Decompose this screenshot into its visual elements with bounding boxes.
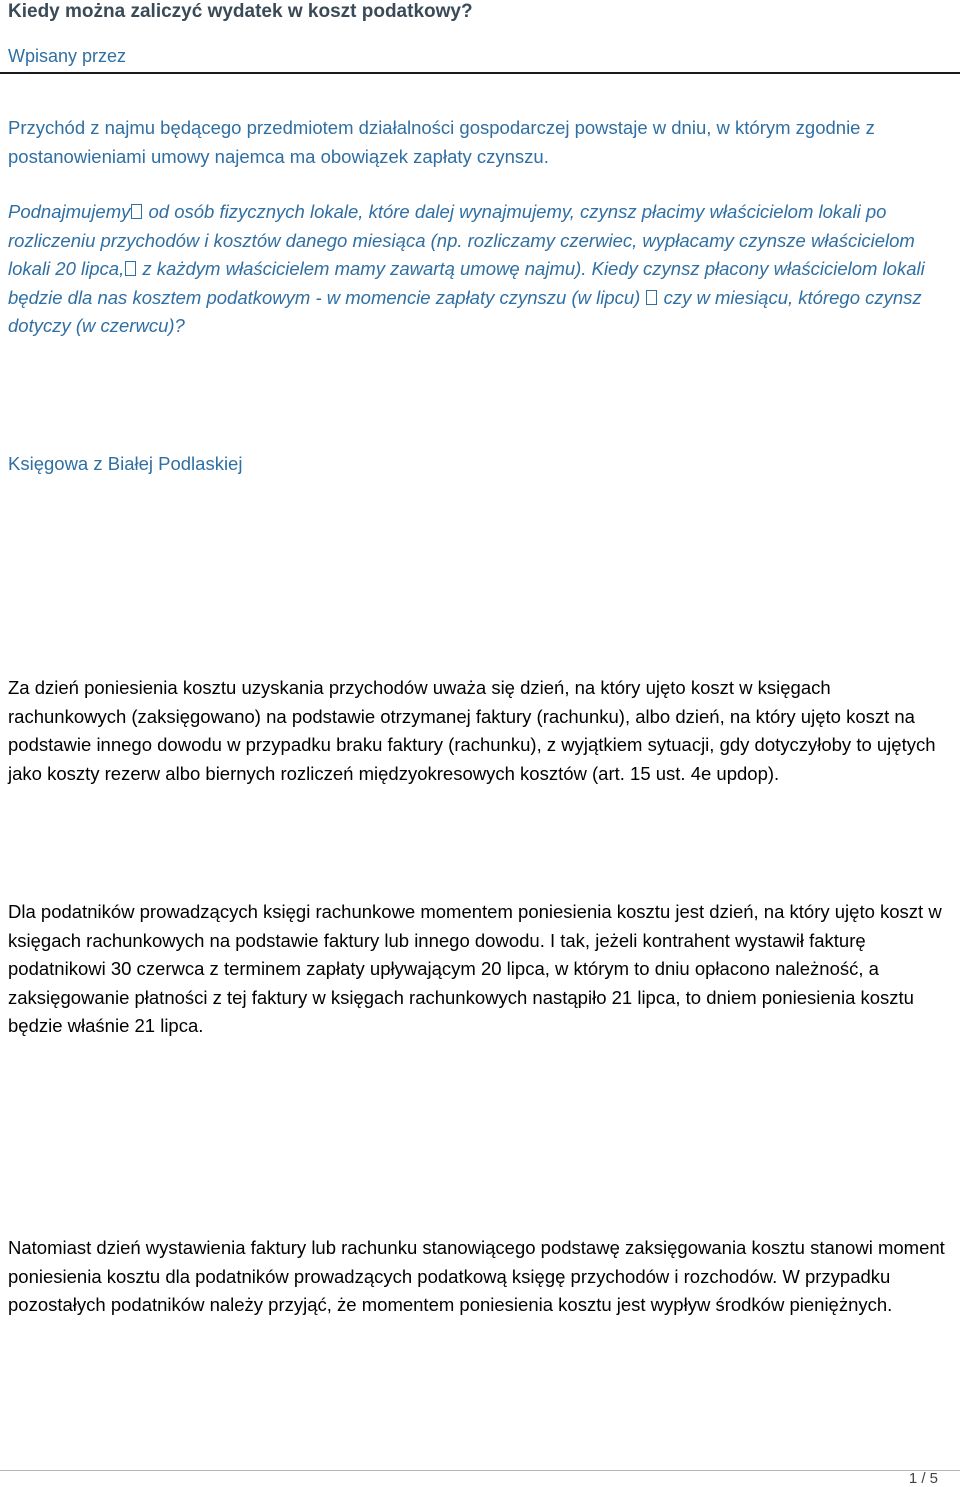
header-divider: [0, 72, 960, 74]
question-sentence-2: od osób fizycznych lokale, które dalej wynajmujemy, czynsz płacimy właścicielom lokali po rozliczeniu przychodów i kosztów danego miesiąca (np. rozliczamy czerwiec, wypłacamy czynsze właścicielom lokali 20 lipca,: [8, 201, 915, 279]
question-sentence-3: z każdym właścicielem mamy zawartą umowę najmu).: [137, 258, 587, 279]
missing-glyph-icon: [646, 290, 657, 305]
footer-divider: [0, 1470, 960, 1471]
answer-paragraph-3: Natomiast dzień wystawienia faktury lub rachunku stanowiącego podstawę zaksięgowania kosztu stanowi moment poniesienia kosztu dla podatników prowadzących podatkową księgę przychodów i rozchodów. W przypadku pozostałych podatników należy przyjąć, że momentem poniesienia kosztu jest wypływ środków pieniężnych.: [8, 1237, 945, 1315]
question-sentence-1: Podnajmujemy: [8, 201, 131, 222]
missing-glyph-icon: [131, 204, 142, 219]
question-signature: Księgowa z Białej Podlaskiej: [8, 453, 243, 474]
question-paragraph-2: [8, 198, 953, 341]
answer-paragraph-1: Za dzień poniesienia kosztu uzyskania przychodów uważa się dzień, na który ujęto koszt w księgach rachunkowych (zaksięgowano) na podstawie otrzymanej faktury (rachunku), albo dzień, na który ujęto koszt na podstawie innego dowodu w przypadku braku faktury (rachunku), z wyjątkiem sytuacji, gdy dotyczyłoby to ujętych jako koszty rezerw albo biernych rozliczeń międzyokresowych kosztów (art. 15 ust. 4e updop).: [8, 677, 936, 784]
missing-glyph-icon: [125, 261, 136, 276]
byline: Wpisany przez: [8, 46, 127, 66]
answer-paragraph-2: Dla podatników prowadzących księgi rachunkowe momentem poniesienia kosztu jest dzień, na który ujęto koszt w księgach rachunkowych na podstawie faktury lub innego dowodu. I tak, jeżeli kontrahent wystawił fakturę podatnikowi 30 czerwca z terminem zapłaty upływającym 20 lipca, w którym to dniu opłacono należność, a zaksięgowanie płatności z tej faktury w księgach rachunkowych nastąpiło 21 lipca, to dniem poniesienia kosztu będzie właśnie 21 lipca.: [8, 901, 942, 1036]
page-indicator: 1 / 5: [908, 1470, 938, 1487]
question-paragraph-1: Przychód z najmu będącego przedmiotem działalności gospodarczej powstaje w dniu, w którym zgodnie z postanowieniami umowy najemca ma obowiązek zapłaty czynszu.: [8, 117, 875, 167]
question-sentence-5: czy w miesiącu, którego czynsz dotyczy (w czerwcu)?: [8, 286, 922, 336]
article-title: Kiedy można zaliczyć wydatek w koszt podatkowy?: [8, 1, 473, 22]
question-sentence-4: Kiedy czynsz płacony właścicielom lokali będzie dla nas kosztem podatkowym - w momencie zapłaty czynszu (w lipcu): [8, 258, 925, 308]
